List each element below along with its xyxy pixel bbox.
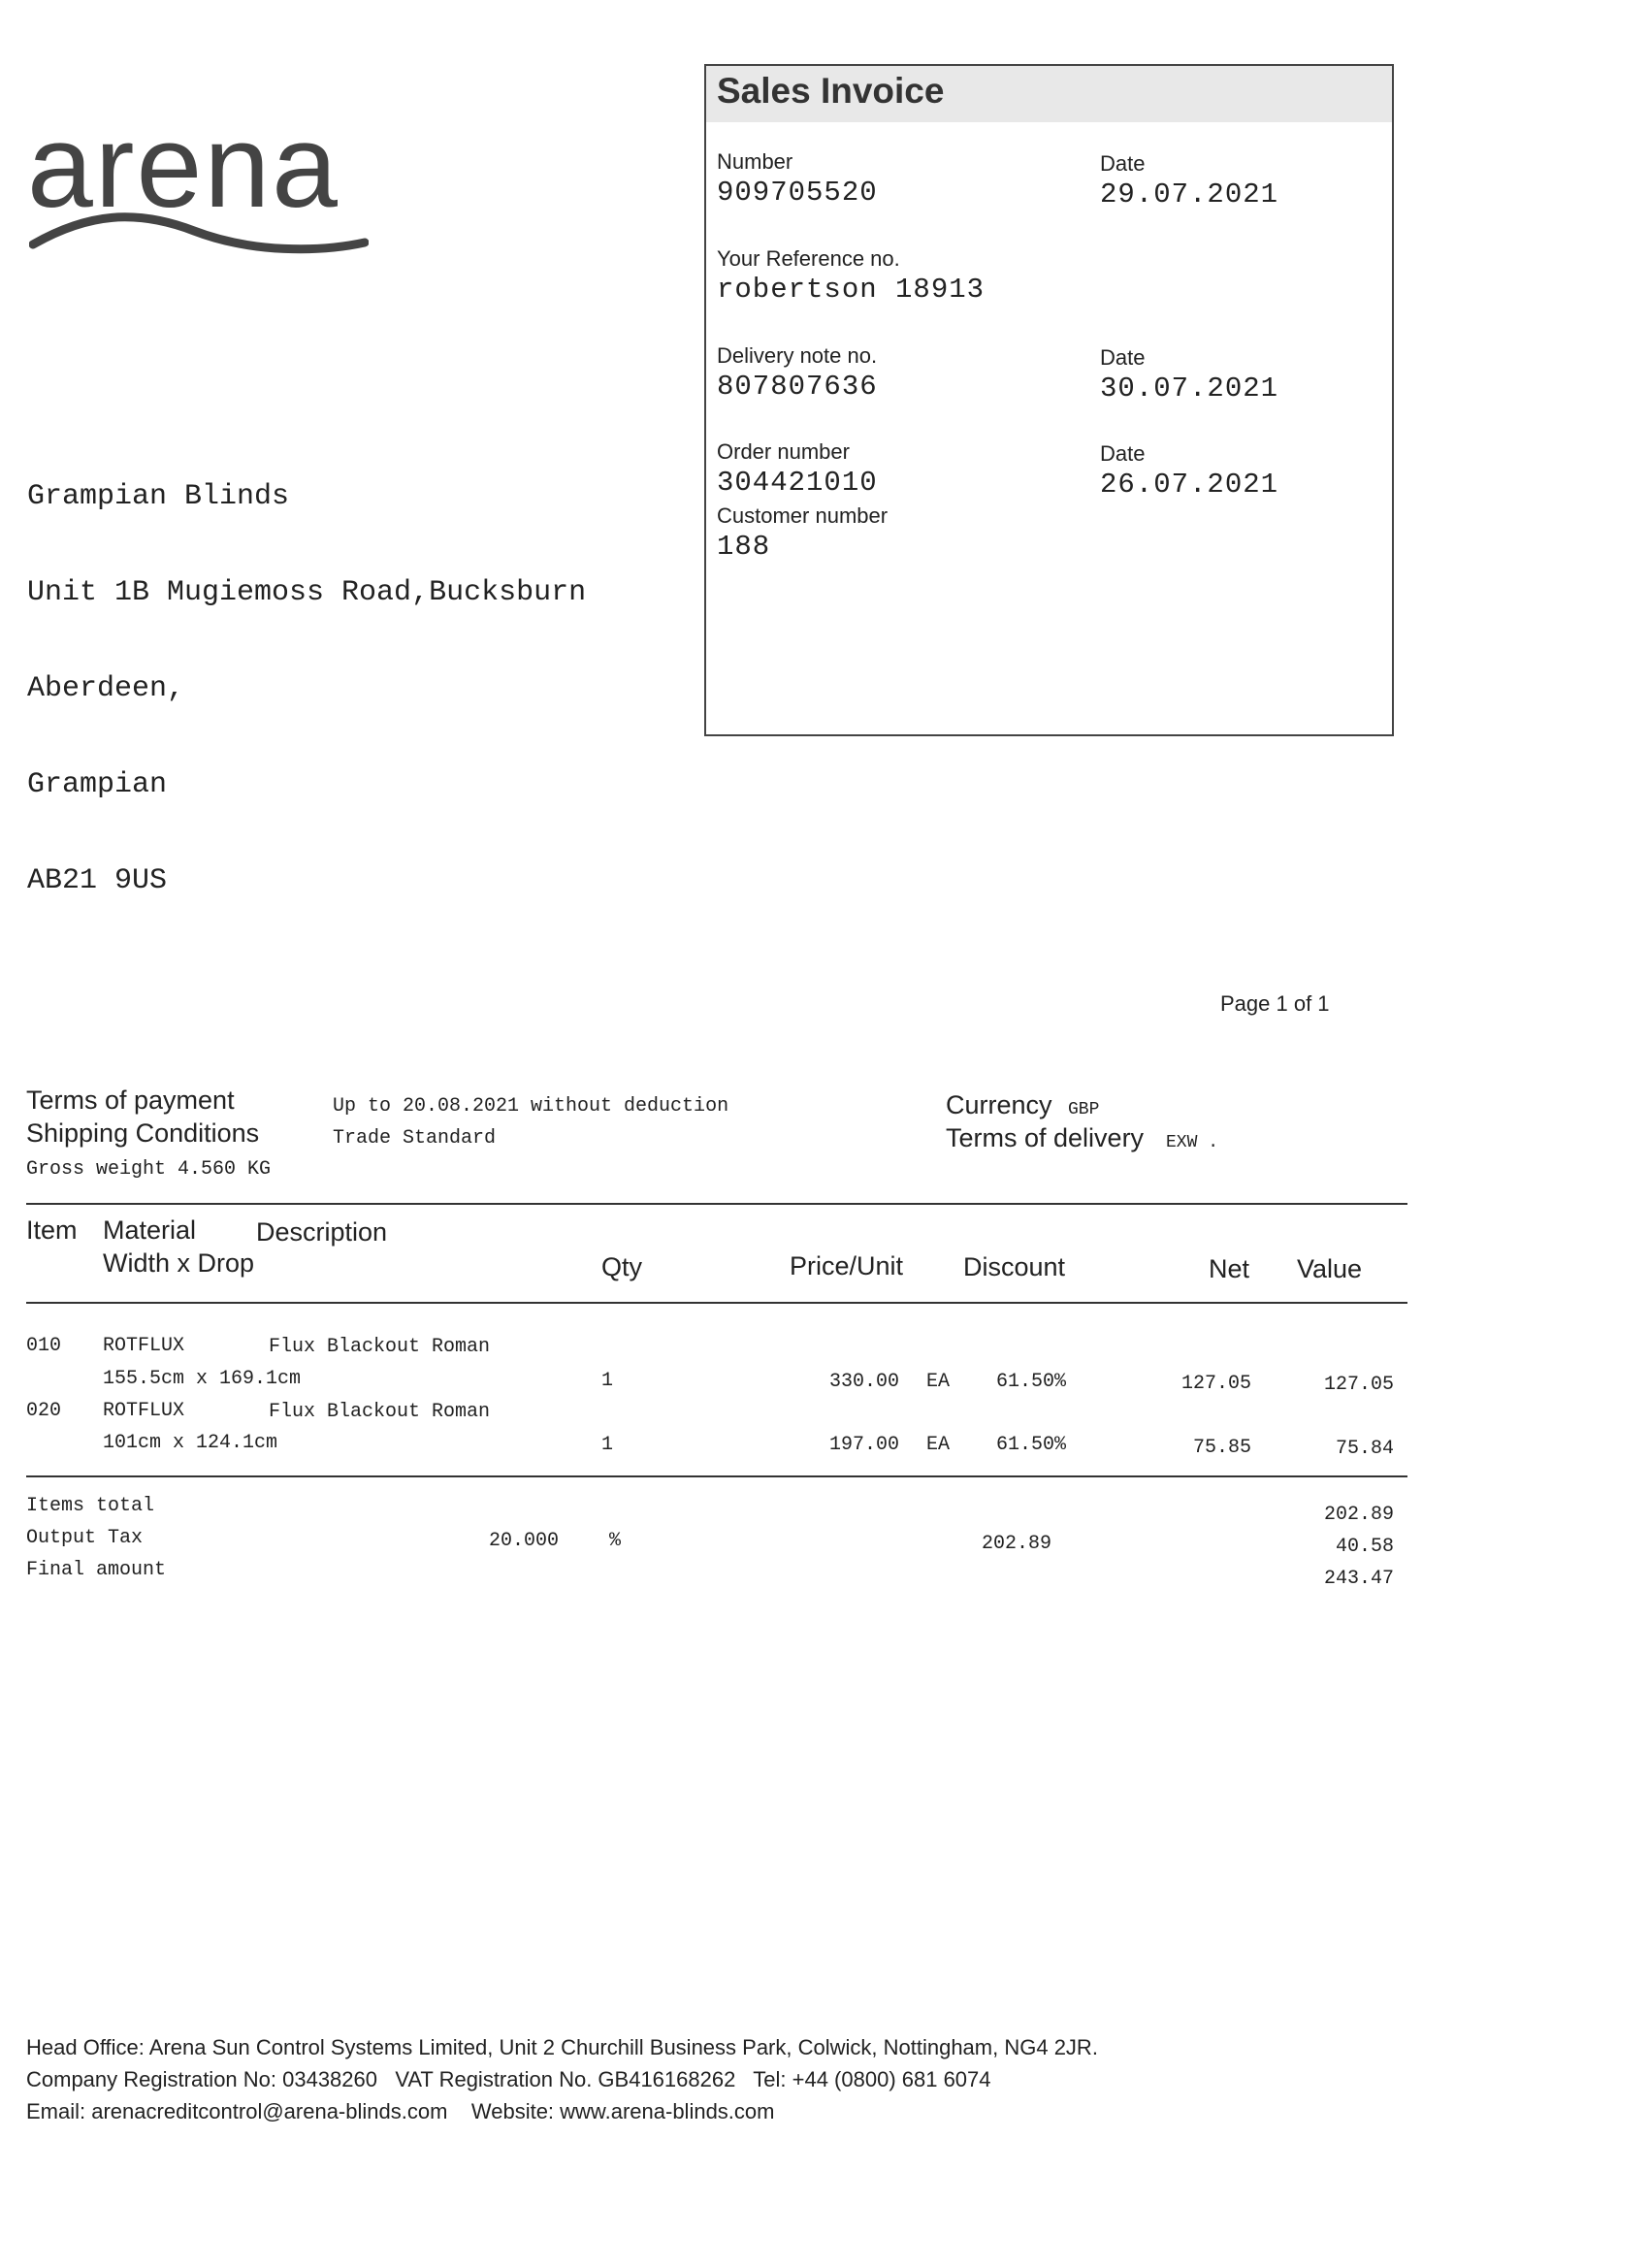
order-value: 304421010 [717, 467, 878, 499]
row-net: 75.85 [1192, 1437, 1251, 1459]
header-discount: Discount [963, 1252, 1066, 1281]
invoice-number: 909705520 [717, 177, 878, 209]
output-tax-label: Output Tax [26, 1527, 144, 1549]
order-date-label: Date [1100, 441, 1146, 466]
delivery-note-label: Delivery note no. [717, 343, 878, 368]
row-unit: EA [926, 1434, 951, 1456]
order-label: Order number [717, 439, 850, 464]
row-discount: 61.50% [996, 1434, 1067, 1456]
address-line: Unit 1B Mugiemoss Road,Bucksburn [27, 576, 587, 609]
customer-value: 188 [717, 531, 771, 563]
delivery-date: 30.07.2021 [1100, 373, 1279, 405]
address-line: Grampian Blinds [27, 480, 290, 513]
address-line: Aberdeen, [27, 672, 185, 705]
delivery-terms-label: Terms of delivery [946, 1123, 1145, 1152]
row-price: 330.00 [828, 1371, 899, 1393]
address-line: AB21 9US [27, 864, 168, 897]
row-material: ROTFLUX [103, 1335, 185, 1357]
footer-head-office: Head Office: Arena Sun Control Systems Limited, Unit 2 Churchill Business Park, Colwick, Nottingham, NG4 2JR. [26, 2035, 1098, 2059]
items-total-label: Items total [26, 1495, 155, 1517]
row-description: Flux Blackout Roman [269, 1401, 491, 1423]
footer-contact: Email: arenacreditcontrol@arena-blinds.com Website: www.arena-blinds.com [26, 2099, 775, 2123]
header-net: Net [1209, 1254, 1250, 1283]
divider [26, 1475, 1407, 1477]
payment-terms-value: Up to 20.08.2021 without deduction [333, 1095, 729, 1118]
row-size: 101cm x 124.1cm [103, 1432, 278, 1454]
footer-registration: Company Registration No: 03438260 VAT Registration No. GB416168262 Tel: +44 (0800) 681 6074 [26, 2067, 991, 2091]
invoice-date: 29.07.2021 [1100, 178, 1279, 211]
output-tax-value: 40.58 [1335, 1536, 1394, 1558]
logo-wave-icon [29, 204, 369, 262]
shipping-label: Shipping Conditions [26, 1118, 260, 1148]
order-date: 26.07.2021 [1100, 469, 1279, 501]
header-material: Material [103, 1215, 197, 1245]
payment-terms-label: Terms of payment [26, 1085, 235, 1115]
invoice-info-box [704, 64, 1394, 736]
shipping-value: Trade Standard [333, 1127, 497, 1150]
delivery-terms-value: EXW . [1166, 1133, 1219, 1152]
header-item: Item [26, 1215, 78, 1245]
row-material: ROTFLUX [103, 1400, 185, 1422]
row-net: 127.05 [1180, 1373, 1251, 1395]
row-price: 197.00 [828, 1434, 899, 1456]
currency-value: GBP [1068, 1100, 1100, 1119]
delivery-date-label: Date [1100, 345, 1146, 370]
row-item: 020 [26, 1400, 62, 1422]
items-total-value: 202.89 [1323, 1504, 1394, 1526]
row-qty: 1 [601, 1370, 614, 1392]
delivery-note-value: 807807636 [717, 371, 878, 403]
header-description: Description [256, 1217, 388, 1247]
row-item: 010 [26, 1335, 62, 1357]
currency-label: Currency [946, 1090, 1052, 1119]
divider [26, 1203, 1407, 1205]
row-size: 155.5cm x 169.1cm [103, 1368, 302, 1390]
tax-percent-sign: % [609, 1530, 622, 1552]
final-amount-value: 243.47 [1323, 1568, 1394, 1590]
recipient-address [27, 417, 586, 929]
tax-rate: 20.000 [489, 1530, 560, 1552]
reference-value: robertson 18913 [717, 274, 986, 306]
header-value: Value [1297, 1254, 1363, 1283]
row-qty: 1 [601, 1434, 614, 1456]
reference-label: Your Reference no. [717, 246, 900, 271]
number-label: Number [717, 149, 793, 174]
invoice-date-label: Date [1100, 151, 1146, 176]
customer-label: Customer number [717, 503, 889, 528]
page-indicator: Page 1 of 1 [1220, 991, 1330, 1016]
invoice-box-header [706, 66, 1392, 122]
divider [26, 1302, 1407, 1304]
header-qty: Qty [601, 1252, 643, 1281]
row-value: 127.05 [1323, 1374, 1394, 1396]
row-description: Flux Blackout Roman [269, 1336, 491, 1358]
header-width-drop: Width x Drop [103, 1248, 255, 1278]
header-price-unit: Price/Unit [790, 1251, 904, 1280]
row-unit: EA [926, 1371, 951, 1393]
address-line: Grampian [27, 768, 168, 801]
tax-base: 202.89 [982, 1533, 1052, 1555]
row-discount: 61.50% [996, 1371, 1067, 1393]
final-amount-label: Final amount [26, 1559, 167, 1581]
company-logo [27, 100, 369, 262]
logo-wordmark: arena [27, 100, 340, 232]
invoice-title: Sales Invoice [717, 71, 945, 111]
row-value: 75.84 [1335, 1438, 1394, 1460]
gross-weight: Gross weight 4.560 KG [26, 1158, 272, 1181]
